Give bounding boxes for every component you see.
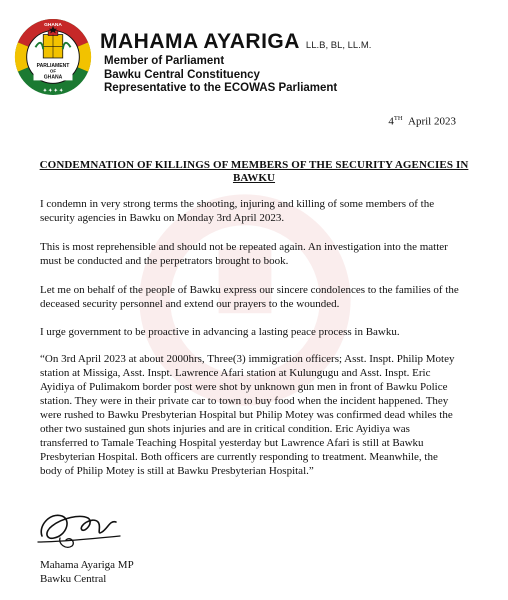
paragraph-condemnation: I condemn in very strong terms the shooting, injuring and killing of some members of the security agencies in Bawku on Monday 3rd April 2023. <box>40 198 435 224</box>
date-day: 4 <box>388 115 394 128</box>
handwritten-signature <box>36 496 122 554</box>
paragraph-condolences: Let me on behalf of the people of Bawku express our sincere condolences to the families of the deceased security personnel and extend our prayers to the wounded. <box>40 284 459 310</box>
paragraph-incident-report: “On 3rd April 2023 at about 2000hrs, Three(3) immigration officers; Asst. Inspt. Philip Motey station at Missiga, Asst. Inspt. Lawrence Afari station at Kulungugu and Asst. Inspt. Eric Ayidiya of Pulimakom border post were shot by unknown gun men in front of Bawku Police station. They were in their private car to town to buy food when the incident happened. They were rushed to Bawku Presbyterian Hospital but Philip Motey was confirmed dead whiles the other two sustained gun shots injuries and are in critical condition. Eric Ayidiya was transferred to Tamale Teaching Hospital yesterday but Lawrence Afari is still at Bawku Presbyterian Hospital. Both officers are currently responding to treatment. Meanwhile, the body of Philip Motey is still at Bawku Presbyterian Hospital.” <box>40 353 455 477</box>
paragraph-peace-process: I urge government to be proactive in advancing a lasting peace process in Bawku. <box>40 326 400 338</box>
mp-name-line <box>100 30 371 54</box>
svg-text:GHANA: GHANA <box>43 74 63 81</box>
sign-off-place: Bawku Central <box>40 573 107 585</box>
statement-heading: CONDEMNATION OF KILLINGS OF MEMBERS OF THE SECURITY AGENCIES IN BAWKU <box>39 159 469 184</box>
svg-text:✦ ✦ ✦ ✦: ✦ ✦ ✦ ✦ <box>42 89 64 95</box>
sign-off-block <box>40 558 134 586</box>
mp-qualifications: LL.B, BL, LL.M. <box>305 40 372 51</box>
svg-text:GHANA: GHANA <box>44 22 62 28</box>
paragraph-investigation: This is most reprehensible and should not be repeated again. An investigation into the matter must be conducted and the perpetrators brought to book. <box>40 241 448 267</box>
svg-text:OF: OF <box>49 68 57 74</box>
mp-title: Member of Parliament <box>104 55 225 67</box>
parliament-seal-logo <box>14 18 92 96</box>
date-month-year: April 2023 <box>408 115 456 128</box>
date-suffix: TH <box>393 115 403 122</box>
mp-details <box>104 55 337 96</box>
mp-name: MAHAMA AYARIGA <box>100 30 300 53</box>
mp-constituency: Bawku Central Constituency <box>104 68 260 81</box>
letterhead <box>0 0 508 110</box>
sign-off-name: Mahama Ayariga MP <box>40 559 134 571</box>
mp-ecowas-role: Representative to the ECOWAS Parliament <box>104 82 338 94</box>
svg-text:PARLIAMENT: PARLIAMENT <box>36 62 70 69</box>
letter-date <box>388 115 456 128</box>
